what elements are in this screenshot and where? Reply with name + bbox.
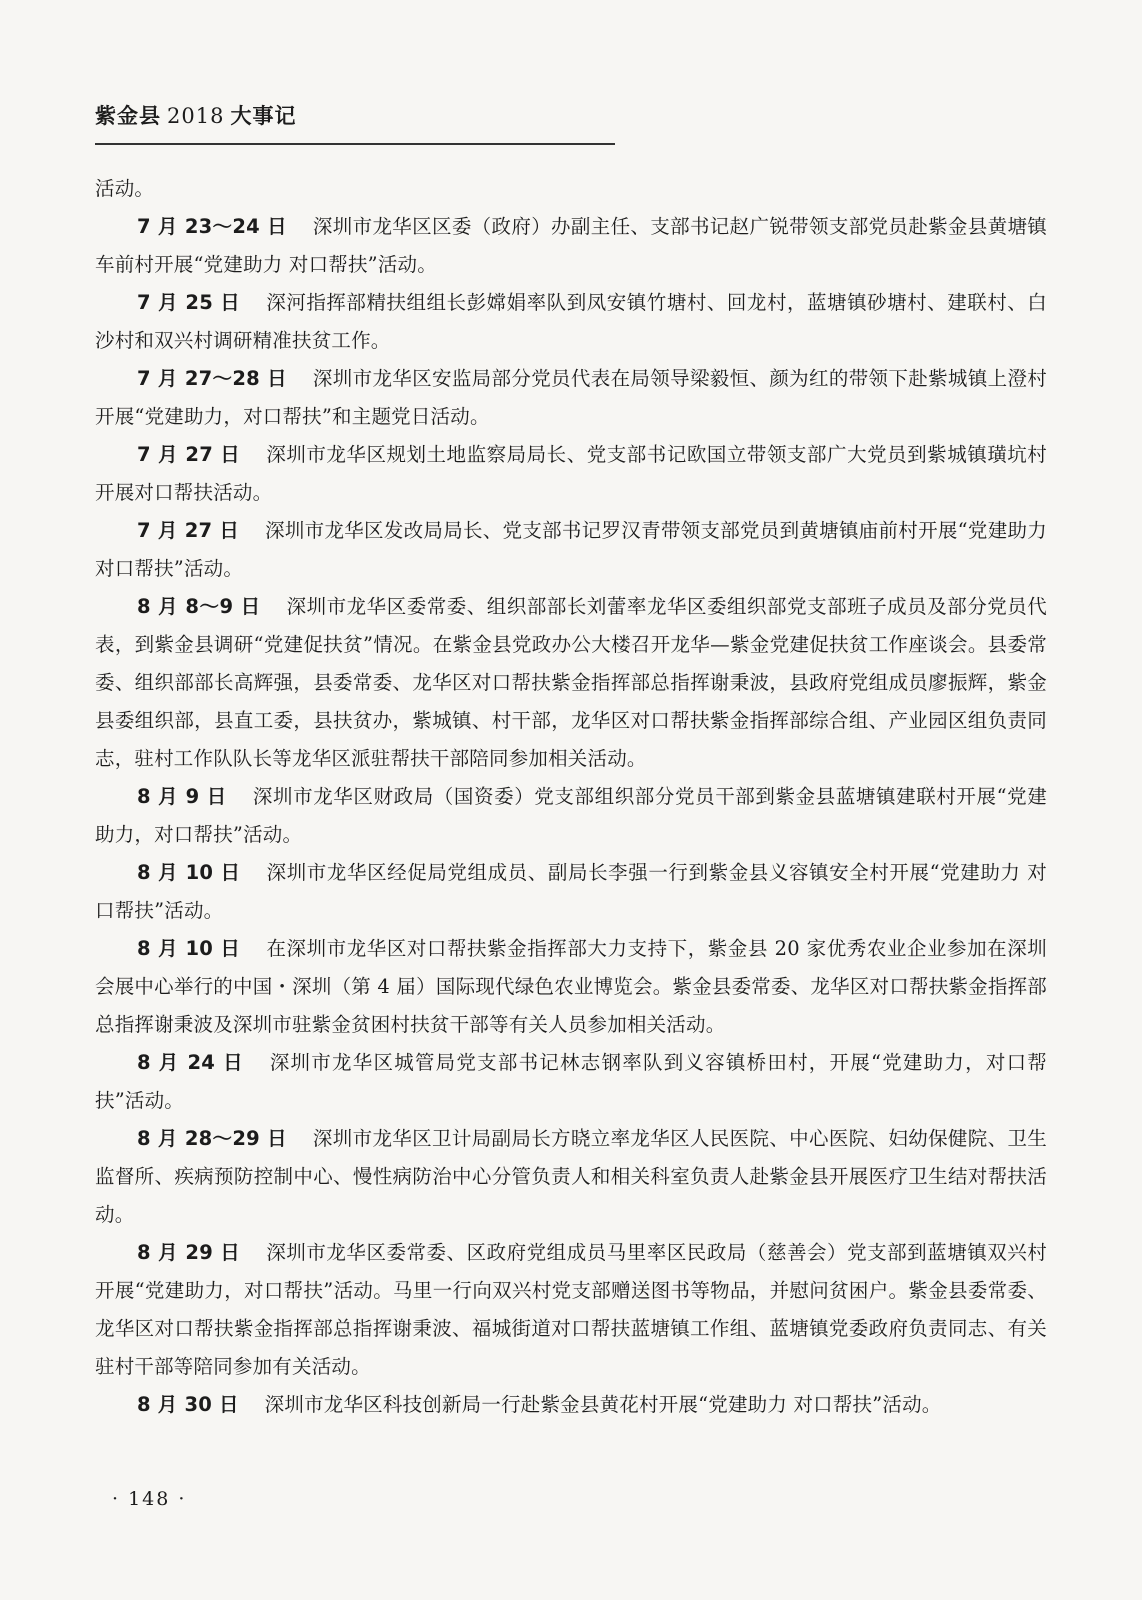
chronicle-entry (95, 1386, 1047, 1424)
entry-date: 7 月 23～24 日 (137, 215, 287, 238)
entry-text: 深圳市龙华区城管局党支部书记林志钢率队到义容镇桥田村，开展“党建助力，对口帮扶”活动。 (95, 1051, 1047, 1112)
entry-date: 8 月 29 日 (137, 1241, 241, 1264)
running-header (95, 100, 615, 130)
entry-date: 7 月 25 日 (137, 291, 241, 314)
entry-date: 7 月 27 日 (137, 443, 241, 466)
entry-text: 深圳市龙华区卫计局副局长方晓立率龙华区人民医院、中心医院、妇幼保健院、卫生监督所、疾病预防控制中心、慢性病防治中心分管负责人和相关科室负责人赴紫金县开展医疗卫生结对帮扶活动。 (95, 1127, 1047, 1226)
entry-date: 8 月 8～9 日 (137, 595, 261, 618)
entry-text: 深圳市龙华区规划土地监察局局长、党支部书记欧国立带领支部广大党员到紫城镇璜坑村开展对口帮扶活动。 (95, 443, 1047, 504)
entry-text: 深河指挥部精扶组组长彭嫦娟率队到凤安镇竹塘村、回龙村，蓝塘镇砂塘村、建联村、白沙村和双兴村调研精准扶贫工作。 (95, 291, 1047, 352)
page-number: · 148 · (112, 1488, 187, 1510)
continuation-text: 活动。 (95, 177, 155, 200)
chronicle-entry (95, 588, 1047, 778)
entry-text: 深圳市龙华区科技创新局一行赴紫金县黄花村开展“党建助力 对口帮扶”活动。 (264, 1393, 942, 1416)
entry-text: 深圳市龙华区发改局局长、党支部书记罗汉青带领支部党员到黄塘镇庙前村开展“党建助力 对口帮扶”活动。 (95, 519, 1047, 580)
page-body (95, 170, 1047, 1424)
entry-date: 8 月 10 日 (137, 861, 241, 884)
entry-text: 深圳市龙华区经促局党组成员、副局长李强一行到紫金县义容镇安全村开展“党建助力 对口帮扶”活动。 (95, 861, 1047, 922)
chronicle-entry (95, 930, 1047, 1044)
header-title-right: 大事记 (230, 104, 297, 128)
entry-text: 深圳市龙华区区委（政府）办副主任、支部书记赵广锐带领支部党员赴紫金县黄塘镇车前村开展“党建助力 对口帮扶”活动。 (95, 215, 1047, 276)
entry-text: 深圳市龙华区财政局（国资委）党支部组织部分党员干部到紫金县蓝塘镇建联村开展“党建助力，对口帮扶”活动。 (95, 785, 1047, 846)
entry-text: 在深圳市龙华区对口帮扶紫金指挥部大力支持下，紫金县 20 家优秀农业企业参加在深圳会展中心举行的中国・深圳（第 4 届）国际现代绿色农业博览会。紫金县委常委、龙华区对口帮扶紫金指挥部总指挥谢秉波及深圳市驻紫金贫困村扶贫干部等有关人员参加相关活动。 (95, 937, 1047, 1036)
entry-text: 深圳市龙华区委常委、组织部部长刘蕾率龙华区委组织部党支部班子成员及部分党员代表，到紫金县调研“党建促扶贫”情况。在紫金县党政办公大楼召开龙华—紫金党建促扶贫工作座谈会。县委常委、组织部部长高辉强，县委常委、龙华区对口帮扶紫金指挥部总指挥谢秉波，县政府党组成员廖振辉，紫金县委组织部，县直工委，县扶贫办，紫城镇、村干部，龙华区对口帮扶紫金指挥部综合组、产业园区组负责同志，驻村工作队队长等龙华区派驻帮扶干部陪同参加相关活动。 (95, 595, 1047, 770)
chronicle-entry (95, 1234, 1047, 1386)
entry-date: 8 月 24 日 (137, 1051, 244, 1074)
header-title-left: 紫金县 (95, 104, 161, 128)
chronicle-entry (95, 1120, 1047, 1234)
entry-date: 8 月 30 日 (137, 1393, 239, 1416)
entry-text: 深圳市龙华区安监局部分党员代表在局领导梁毅恒、颜为红的带领下赴紫城镇上澄村开展“党建助力，对口帮扶”和主题党日活动。 (95, 367, 1047, 428)
entry-date: 8 月 10 日 (137, 937, 241, 960)
entry-date: 7 月 27～28 日 (137, 367, 287, 390)
entry-date: 8 月 28～29 日 (137, 1127, 287, 1150)
chronicle-entry (95, 208, 1047, 284)
chronicle-entry (95, 436, 1047, 512)
header-rule (95, 143, 615, 145)
chronicle-entry (95, 778, 1047, 854)
entry-date: 7 月 27 日 (137, 519, 240, 542)
chronicle-entry (95, 1044, 1047, 1120)
chronicle-entry (95, 512, 1047, 588)
header-year: 2018 (167, 104, 225, 128)
chronicle-entry (95, 284, 1047, 360)
chronicle-entry (95, 854, 1047, 930)
entry-text: 深圳市龙华区委常委、区政府党组成员马里率区民政局（慈善会）党支部到蓝塘镇双兴村开展“党建助力，对口帮扶”活动。马里一行向双兴村党支部赠送图书等物品，并慰问贫困户。紫金县委常委、龙华区对口帮扶紫金指挥部总指挥谢秉波、福城街道对口帮扶蓝塘镇工作组、蓝塘镇党委政府负责同志、有关驻村干部等陪同参加有关活动。 (95, 1241, 1047, 1378)
entry-date: 8 月 9 日 (137, 785, 227, 808)
chronicle-entry (95, 360, 1047, 436)
